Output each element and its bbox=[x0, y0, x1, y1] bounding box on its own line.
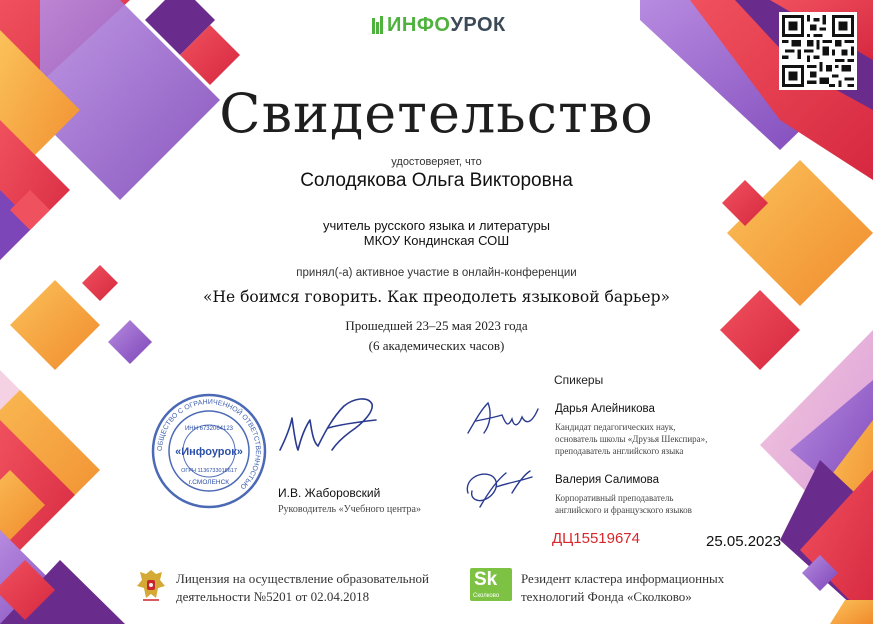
speaker1-signature-icon bbox=[462, 395, 552, 440]
director-signature-icon bbox=[272, 388, 392, 468]
certificate-title: Свидетельство bbox=[219, 82, 654, 145]
director-role: Руководитель «Учебного центра» bbox=[278, 504, 421, 515]
stamp-ring-text: ОБЩЕСТВО С ОГРАНИЧЕННОЙ ОТВЕТСТВЕННОСТЬЮ bbox=[156, 398, 262, 491]
stamp-ogrn: ОГРН 1136733018617 bbox=[181, 468, 237, 474]
stamp-inn: ИНН 6732064123 bbox=[184, 426, 234, 432]
certificate-id: ДЦ15519674 bbox=[552, 530, 640, 547]
issue-date: 25.05.2023 bbox=[706, 533, 782, 550]
qr-code-icon[interactable] bbox=[779, 12, 857, 90]
conference-title: «Не боимся говорить. Как преодолеть языковой барьер» bbox=[202, 288, 671, 306]
recipient-name: Солодякова Ольга Викторовна bbox=[300, 170, 573, 191]
recipient-position: учитель русского языка и литературы bbox=[322, 218, 551, 233]
recipient-school: МКОУ Кондинская СОШ bbox=[363, 233, 510, 248]
speaker2-description: Корпоративный преподаватель английского и французского языков bbox=[555, 493, 692, 515]
skolkovo-logo: Sk Сколково bbox=[470, 568, 512, 601]
organization-stamp-icon bbox=[150, 392, 268, 510]
logo-mark-icon bbox=[372, 16, 384, 36]
logo-part2: УРОК bbox=[450, 14, 506, 36]
logo-part1: ИНФО bbox=[387, 14, 451, 36]
russian-emblem-icon bbox=[134, 566, 168, 604]
speakers-title: Спикеры bbox=[554, 373, 604, 387]
skolkovo-text: Резидент кластера информационных технологий Фонда «Сколково» bbox=[521, 571, 725, 604]
conference-dates: Прошедшей 23–25 мая 2023 года bbox=[345, 318, 528, 333]
participation-text: принял(-а) активное участие в онлайн-конференции bbox=[296, 267, 577, 279]
certifies-text: удостоверяет, что bbox=[391, 156, 482, 168]
infourok-logo bbox=[372, 14, 506, 37]
speaker2-signature-icon bbox=[460, 463, 550, 511]
stamp-city: г.СМОЛЕНСК bbox=[188, 479, 230, 486]
director-name: И.В. Жаборовский bbox=[278, 486, 381, 500]
license-text: Лицензия на осуществление образовательной деятельности №5201 от 02.04.2018 bbox=[176, 571, 430, 604]
speaker1-description: Кандидат педагогических наук, основатель школы «Друзья Шекспира», преподаватель английского языка bbox=[555, 422, 708, 456]
stamp-center: «Инфоурок» bbox=[175, 446, 243, 458]
conference-hours: (6 академических часов) bbox=[368, 338, 505, 353]
speaker1-name: Дарья Алейникова bbox=[555, 403, 655, 415]
svg-text:ОБЩЕСТВО С ОГРАНИЧЕННОЙ ОТВЕТС bbox=[157, 399, 261, 490]
speaker2-name: Валерия Салимова bbox=[555, 474, 660, 486]
